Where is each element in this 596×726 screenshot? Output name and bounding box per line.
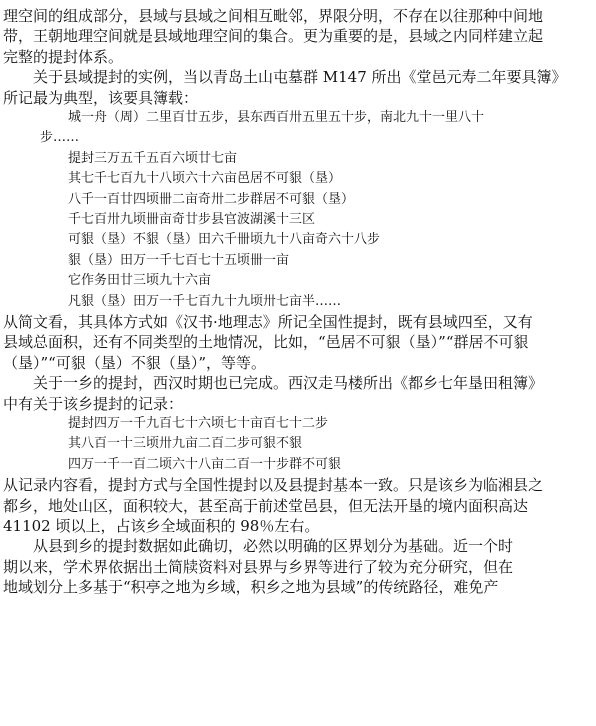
body-line: 县域总面积，还有不同类型的土地情况，比如，“邑居不可貇（垦）”“群居不可貇	[3, 333, 529, 352]
quote-line: 步……	[40, 130, 80, 146]
body-line: 所记最为典型，该要具簿载：	[3, 88, 199, 107]
quote-line: 四万一千一百二顷六十八亩二百一十步群不可貇	[68, 456, 342, 472]
quote-line: 提封四万一千九百七十六顷七十亩百七十二步	[68, 416, 329, 431]
quote-line: 凡貇（垦）田万一千七百九十九顷卅七亩半……	[68, 293, 342, 309]
quote-line: 可貇（垦）不貇（垦）田六千卌顷九十八亩奇六十八步	[68, 232, 381, 248]
quote-line: 千七百卅九顷卌亩奇廿步县官波湖溪十三区	[68, 212, 316, 227]
body-line: 完整的提封体系。	[3, 47, 124, 66]
body-line: 关于县域提封的实例，当以青岛土山屯墓群 M147 所出《堂邑元寿二年要具簿》	[33, 68, 567, 87]
quote-line: 提封三万五千五百六顷廿七亩	[68, 150, 238, 166]
body-line: 从记录内容看，提封方式与全国性提封以及县提封基本一致。只是该乡为临湘县之	[3, 476, 544, 495]
quote-line: 八千一百廿四顷卌二亩奇卅二步群居不可貇（垦）	[68, 191, 355, 207]
quote-line: 貇（垦）田万一千七百七十五顷卌一亩	[68, 252, 290, 268]
body-line: 中有关于该乡提封的记录：	[3, 394, 184, 413]
body-line: 41102 顷以上，占该乡全域面积的 98％左右。	[3, 517, 320, 535]
body-line: 都乡，地处山区，面积较大，甚至高于前述堂邑县，但无法开垦的境内面积高达	[3, 496, 529, 515]
body-line: 关于一乡的提封，西汉时期也已完成。西汉走马楼所出《都乡七年垦田租簿》	[33, 374, 544, 393]
quote-line: 它作务田廿三顷九十六亩	[68, 273, 212, 289]
body-line: 带，王朝地理空间就是县域地理空间的集合。更为重要的是，县域之内同样建立起	[3, 27, 544, 46]
body-line: 从县到乡的提封数据如此确切，必然以明确的区界划分为基础。近一个时	[33, 537, 514, 556]
body-line: 理空间的组成部分，县域与县域之间相互毗邻，界限分明，不存在以往那种中间地	[3, 7, 544, 25]
body-line: （垦）”“可貇（垦）不貇（垦）”，等等。	[3, 353, 267, 372]
body-line: 从简文看，其具体方式如《汉书·地理志》所记全国性提封，既有县域四至，又有	[3, 313, 533, 331]
quote-line: 其八百一十三顷卅九亩二百二步可貇不貇	[68, 436, 303, 452]
body-line: 地域划分上多基于“积亭之地为乡域，积乡之地为县域”的传统路径，难免产	[3, 578, 499, 597]
quote-line: 其七千七百九十八顷六十六亩邑居不可貇（垦）	[68, 171, 342, 187]
body-line: 期以来，学术界依据出土简牍资料对县界与乡界等进行了较为充分研究，但在	[3, 557, 514, 576]
quote-line: 城一舟（周）二里百廿五步，县东西百卅五里五十步，南北九十一里八十	[68, 110, 485, 125]
